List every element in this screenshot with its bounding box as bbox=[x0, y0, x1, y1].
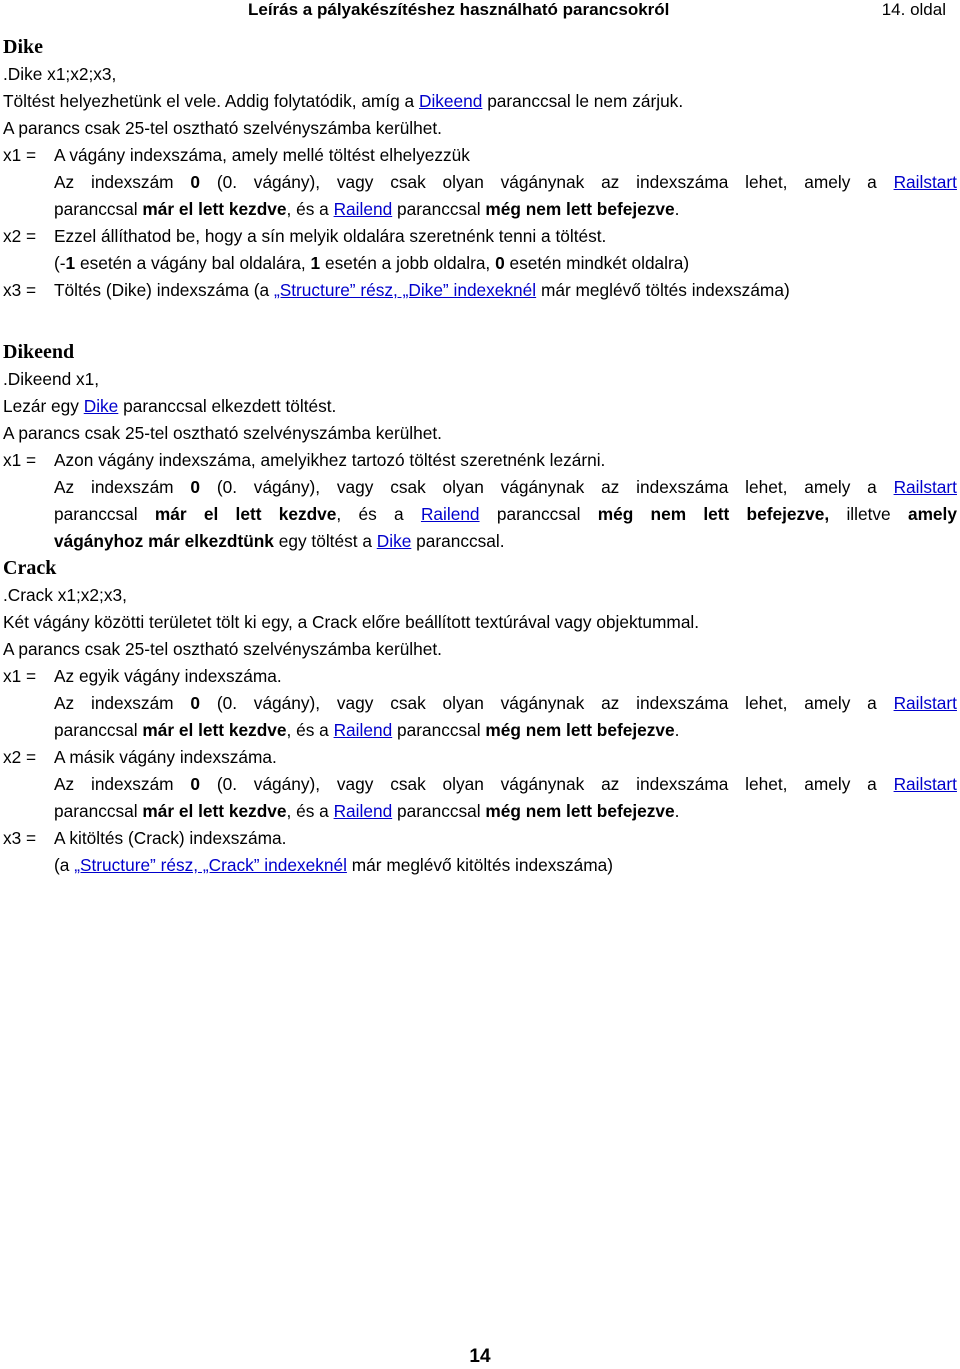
dike-x1-note-line2: paranccsal már el lett kezdve, és a Railend paranccsal még nem lett befejezve. bbox=[54, 199, 680, 219]
dikeend-x1-note-line2: paranccsal már el lett kezdve, és a Railend paranccsal még nem lett befejezve, illetve amely bbox=[54, 504, 957, 524]
crack-param-x2 bbox=[3, 744, 957, 771]
structure-dike-link[interactable]: „Structure” rész, „Dike” indexeknél bbox=[273, 280, 537, 300]
header-title: Leírás a pályakészítéshez használható parancsokról bbox=[248, 0, 670, 19]
dikeend-link[interactable]: Dikeend bbox=[418, 91, 483, 111]
crack-description: Két vágány közötti területet tölt ki egy, a Crack előre beállított textúrával vagy objektummal. bbox=[3, 612, 700, 632]
param-label: x1 = bbox=[3, 666, 37, 686]
param-text: Ezzel állíthatod be, hogy a sín melyik oldalára szeretnénk tenni a töltést. bbox=[54, 226, 607, 246]
param-text: A másik vágány indexszáma. bbox=[54, 747, 277, 767]
dike-syntax: .Dike x1;x2;x3, bbox=[3, 64, 117, 84]
railstart-link[interactable]: Railstart bbox=[893, 477, 957, 497]
railend-link[interactable]: Railend bbox=[333, 801, 393, 821]
section-spacer bbox=[3, 304, 957, 339]
dike-x2-note: (-1 esetén a vágány bal oldalára, 1 esetén a jobb oldalra, 0 esetén mindkét oldalra) bbox=[54, 253, 690, 273]
param-label: x3 = bbox=[3, 828, 37, 848]
dike-param-x1 bbox=[3, 142, 957, 169]
document-body bbox=[3, 34, 957, 879]
param-label: x3 = bbox=[3, 280, 37, 300]
railstart-link[interactable]: Railstart bbox=[893, 774, 957, 794]
railend-link[interactable]: Railend bbox=[333, 199, 393, 219]
param-text: A kitöltés (Crack) indexszáma. bbox=[54, 828, 287, 848]
param-label: x2 = bbox=[3, 747, 37, 767]
param-label: x1 = bbox=[3, 145, 37, 165]
crack-param-x1 bbox=[3, 663, 957, 690]
crack-x3-note: (a „Structure” rész, „Crack” indexeknél már meglévő kitöltés indexszáma) bbox=[54, 855, 613, 875]
railend-link[interactable]: Railend bbox=[420, 504, 480, 524]
dikeend-restriction: A parancs csak 25-tel osztható szelvényszámba kerülhet. bbox=[3, 423, 442, 443]
railstart-link[interactable]: Railstart bbox=[893, 172, 957, 192]
dikeend-param-x1 bbox=[3, 447, 957, 474]
dike-link[interactable]: Dike bbox=[376, 531, 412, 551]
param-label: x1 = bbox=[3, 450, 37, 470]
param-label: x2 = bbox=[3, 226, 37, 246]
param-text: Azon vágány indexszáma, amelyikhez tartozó töltést szeretnénk lezárni. bbox=[54, 450, 606, 470]
header-page-label: 14. oldal bbox=[881, 0, 946, 19]
param-text: A vágány indexszáma, amely mellé töltést elhelyezzük bbox=[54, 145, 470, 165]
dikeend-description: Lezár egy Dike paranccsal elkezdett töltést. bbox=[3, 396, 337, 416]
dike-restriction: A parancs csak 25-tel osztható szelvényszámba kerülhet. bbox=[3, 118, 442, 138]
dike-param-x2 bbox=[3, 223, 957, 250]
dikeend-x1-note-line1: Az indexszám 0 (0. vágány), vagy csak olyan vágánynak az indexszáma lehet, amely a Railstart bbox=[54, 477, 957, 497]
page-number: 14 bbox=[469, 1346, 491, 1367]
crack-x2-note-line1: Az indexszám 0 (0. vágány), vagy csak olyan vágánynak az indexszáma lehet, amely a Railstart bbox=[54, 774, 957, 794]
crack-x1-note-line1: Az indexszám 0 (0. vágány), vagy csak olyan vágánynak az indexszáma lehet, amely a Railstart bbox=[54, 693, 957, 713]
railend-link[interactable]: Railend bbox=[333, 720, 393, 740]
crack-restriction: A parancs csak 25-tel osztható szelvényszámba kerülhet. bbox=[3, 639, 442, 659]
section-heading-dike: Dike bbox=[3, 36, 43, 58]
crack-syntax: .Crack x1;x2;x3, bbox=[3, 585, 127, 605]
structure-crack-link[interactable]: „Structure” rész, „Crack” indexeknél bbox=[74, 855, 347, 875]
page-header bbox=[0, 0, 960, 24]
dike-x1-note-line1: Az indexszám 0 (0. vágány), vagy csak olyan vágánynak az indexszáma lehet, amely a Railstart bbox=[54, 172, 957, 192]
dike-link[interactable]: Dike bbox=[83, 396, 119, 416]
param-text: Az egyik vágány indexszáma. bbox=[54, 666, 282, 686]
dikeend-syntax: .Dikeend x1, bbox=[3, 369, 100, 389]
crack-x1-note-line2: paranccsal már el lett kezdve, és a Railend paranccsal még nem lett befejezve. bbox=[54, 720, 680, 740]
crack-x2-note-line2: paranccsal már el lett kezdve, és a Railend paranccsal még nem lett befejezve. bbox=[54, 801, 680, 821]
section-heading-dikeend: Dikeend bbox=[3, 341, 75, 363]
crack-param-x3 bbox=[3, 825, 957, 852]
dike-description: Töltést helyezhetünk el vele. Addig folytatódik, amíg a Dikeend paranccsal le nem zárjuk. bbox=[3, 91, 684, 111]
section-heading-crack: Crack bbox=[3, 557, 57, 579]
railstart-link[interactable]: Railstart bbox=[893, 693, 957, 713]
dike-param-x3: x3 = Töltés (Dike) indexszáma (a „Structure” rész, „Dike” indexeknél már meglévő töltés indexszáma) bbox=[3, 277, 957, 304]
dikeend-x1-note-line3: vágányhoz már elkezdtünk egy töltést a Dike paranccsal. bbox=[54, 531, 505, 551]
